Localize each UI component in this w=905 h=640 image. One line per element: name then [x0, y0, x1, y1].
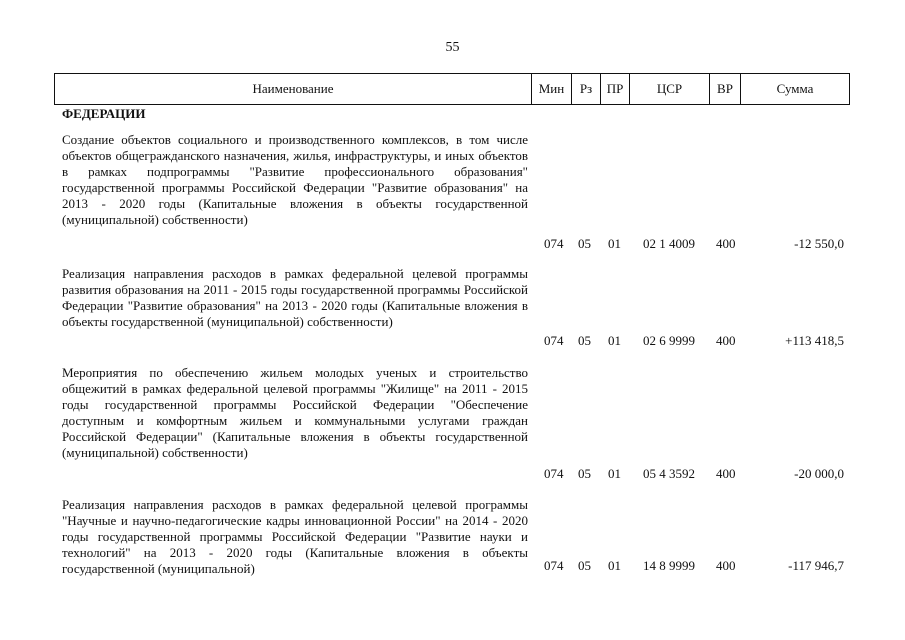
- row-vr: 400: [716, 558, 736, 573]
- header-vr: ВР: [710, 74, 741, 104]
- row-min: 074: [544, 333, 564, 348]
- row-min: 074: [544, 236, 564, 251]
- row-min: 074: [544, 466, 564, 481]
- row-csr: 02 6 9999: [643, 333, 695, 348]
- page-number: 55: [445, 40, 460, 55]
- row-csr: 14 8 9999: [643, 558, 695, 573]
- header-pr: ПР: [601, 74, 630, 104]
- row-csr: 02 1 4009: [643, 236, 695, 251]
- row-sum: -20 000,0: [794, 466, 844, 481]
- header-sum: Сумма: [776, 81, 814, 96]
- row-description: Реализация направления расходов в рамках федеральной целевой программы "Научные и научно-педагогические кадры инновационной России" на 2014 - 2020 годы государственной программы Российской Федерации "Развитие науки и технологий" на 2013 - 2020 годы (Капитальные вложения в объекты государственной (муниципальной): [62, 497, 528, 576]
- section-heading: ФЕДЕРАЦИИ: [62, 106, 146, 121]
- row-sum: -12 550,0: [794, 236, 844, 251]
- row-pr: 01: [608, 236, 621, 251]
- row-pr: 01: [608, 558, 621, 573]
- row-vr: 400: [716, 333, 736, 348]
- header-csr: ЦСР: [630, 74, 710, 104]
- table-header: [54, 73, 850, 105]
- row-csr: 05 4 3592: [643, 466, 695, 481]
- row-sum: -117 946,7: [788, 558, 844, 573]
- row-vr: 400: [716, 236, 736, 251]
- row-description: Мероприятия по обеспечению жильем молодых ученых и строительство общежитий в рамках федеральной целевой программы "Жилище" на 2011 - 2015 годы государственной программы Российской Федерации "Обеспечение доступным и комфортным жильем и коммунальными услугами граждан Российской Федерации" (Капитальные вложения в объекты государственной (муниципальной) собственности): [62, 365, 528, 460]
- header-rz: Рз: [572, 74, 601, 104]
- row-description: Реализация направления расходов в рамках федеральной целевой программы развития образования на 2011 - 2015 годы государственной программы Российской Федерации "Развитие образования" на 2013 - 2020 годы (Капитальные вложения в объекты государственной (муниципальной) собственности): [62, 266, 528, 329]
- row-min: 074: [544, 558, 564, 573]
- row-vr: 400: [716, 466, 736, 481]
- row-rz: 05: [578, 466, 591, 481]
- header-min: Мин: [532, 74, 572, 104]
- row-description: Создание объектов социального и производственного комплексов, в том числе объектов общегражданского назначения, жилья, инфраструктуры, и иных объектов в рамках подпрограммы "Развитие профессионального образования" государственной программы Российской Федерации "Развитие образования" на 2013 - 2020 годы (Капитальные вложения в объекты государственной (муниципальной) собственности): [62, 132, 528, 227]
- row-rz: 05: [578, 236, 591, 251]
- row-sum: +113 418,5: [785, 333, 844, 348]
- header-name: Наименование: [55, 74, 532, 104]
- row-rz: 05: [578, 558, 591, 573]
- row-pr: 01: [608, 333, 621, 348]
- row-rz: 05: [578, 333, 591, 348]
- row-pr: 01: [608, 466, 621, 481]
